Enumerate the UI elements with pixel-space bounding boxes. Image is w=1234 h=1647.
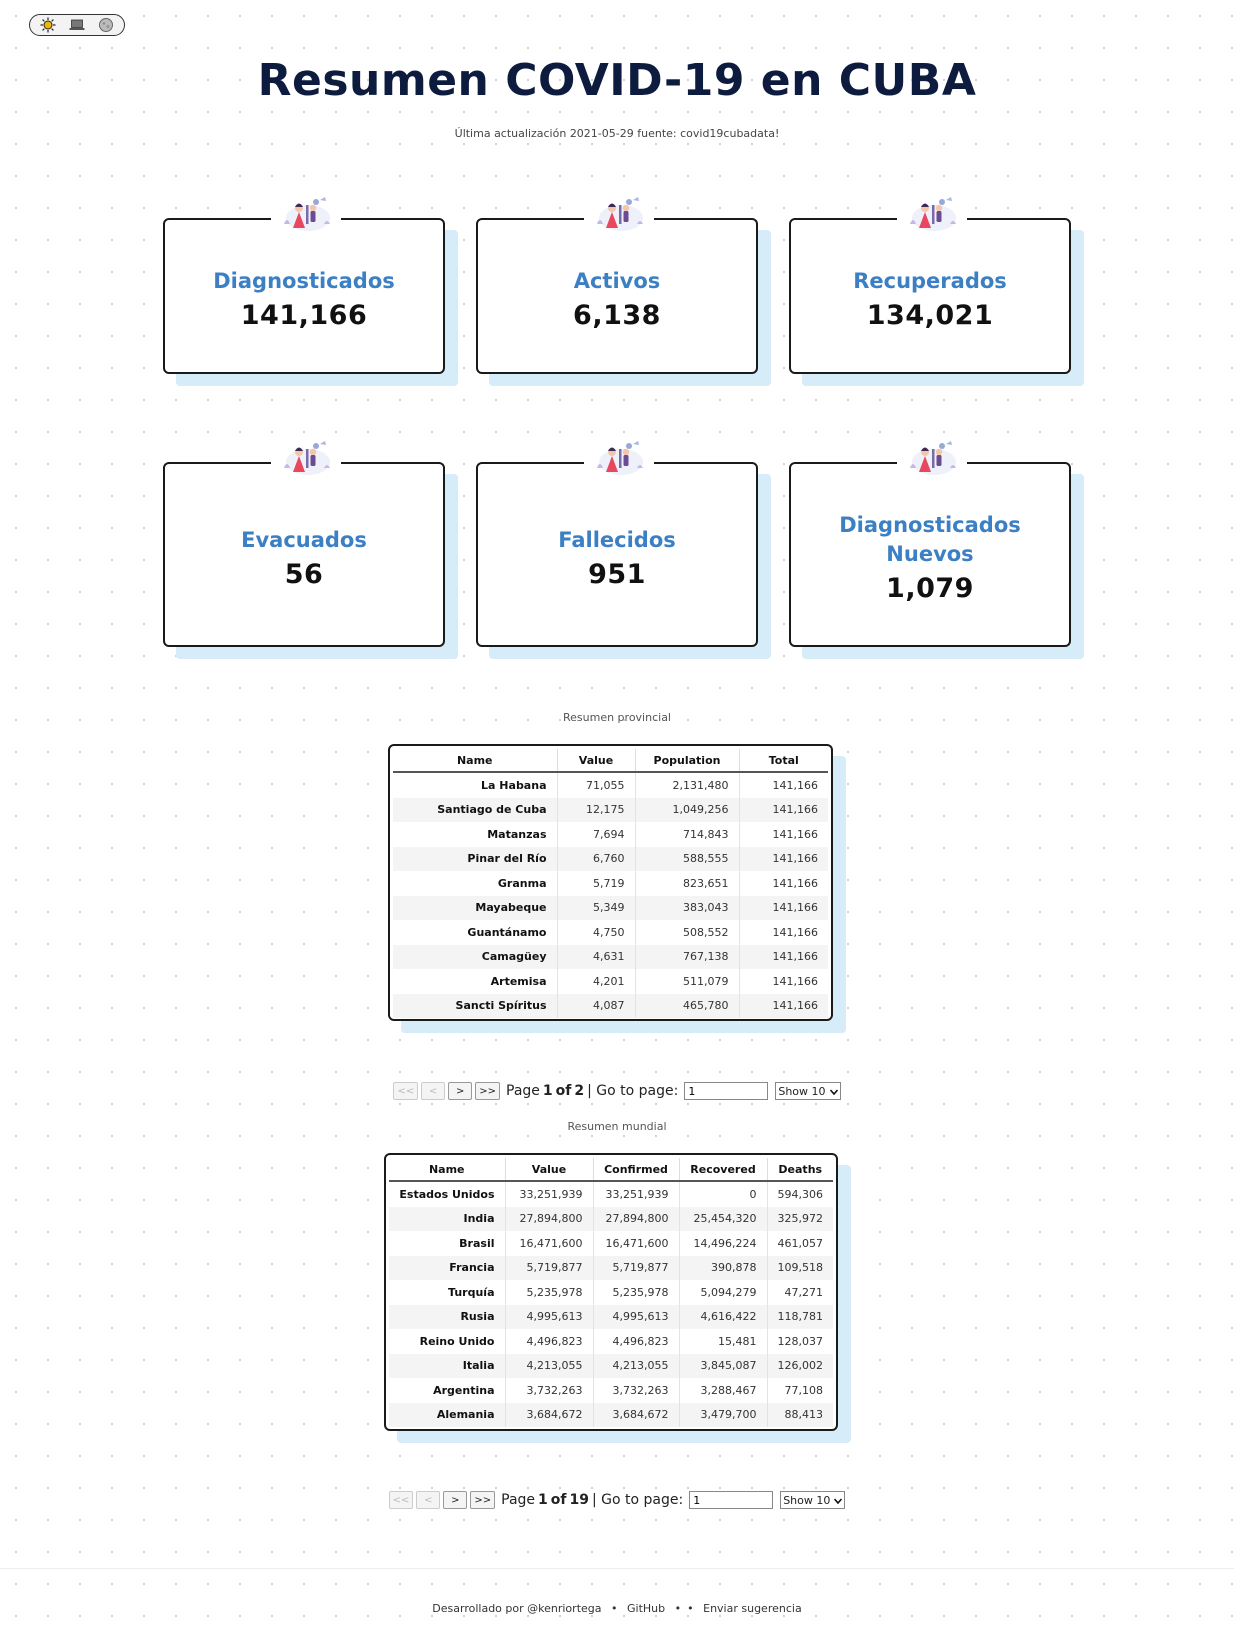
footer-divider <box>0 1568 1234 1569</box>
table-row <box>389 1256 833 1281</box>
table-row <box>389 1354 833 1379</box>
last-page-button[interactable]: >> <box>475 1082 500 1100</box>
table-cell: 141,166 <box>739 847 828 872</box>
table-cell: 3,288,467 <box>679 1378 767 1403</box>
laptop-icon[interactable] <box>68 16 86 34</box>
goto-page-input[interactable] <box>684 1082 768 1100</box>
table-cell: 465,780 <box>635 994 739 1019</box>
column-header[interactable]: Deaths <box>767 1158 833 1181</box>
moon-icon[interactable] <box>97 16 115 34</box>
column-header[interactable]: Value <box>505 1158 593 1181</box>
table-cell: 141,166 <box>739 945 828 970</box>
table-cell: 511,079 <box>635 969 739 994</box>
table-cell: 4,496,823 <box>505 1329 593 1354</box>
table-cell: 141,166 <box>772 876 818 890</box>
table-cell: 508,552 <box>635 920 739 945</box>
card-label: Recuperados <box>853 269 1007 293</box>
first-page-button[interactable]: << <box>389 1491 414 1509</box>
last-page-button[interactable]: >> <box>470 1491 495 1509</box>
column-header[interactable]: Recovered <box>679 1158 767 1181</box>
goto-label: | Go to page: <box>591 1492 684 1508</box>
card-value: 141,166 <box>240 300 368 331</box>
table-cell: 27,894,800 <box>505 1207 593 1232</box>
table-cell: 141,166 <box>772 925 818 939</box>
table-cell: 141,166 <box>739 896 828 921</box>
separator: • <box>674 1602 682 1615</box>
row-name-cell: Estados Unidos <box>389 1181 505 1207</box>
table-cell: 3,845,087 <box>679 1354 767 1379</box>
table-cell: 4,616,422 <box>679 1305 767 1330</box>
table-cell: 588,555 <box>635 847 739 872</box>
footer <box>0 1602 1234 1615</box>
table-row <box>389 1378 833 1403</box>
row-name-cell: Argentina <box>389 1378 505 1403</box>
separator: • <box>687 1602 694 1615</box>
table-cell: 4,213,055 <box>505 1354 593 1379</box>
page-size-select[interactable] <box>780 1491 845 1509</box>
table-cell: 4,201 <box>557 969 635 994</box>
table-cell: 594,306 <box>777 1187 823 1201</box>
prev-page-button[interactable]: < <box>416 1491 440 1509</box>
row-name-cell: Italia <box>389 1354 505 1379</box>
page-label: Page <box>501 1492 536 1508</box>
row-name-cell: Artemisa <box>393 969 557 994</box>
world-pager <box>0 1491 1234 1509</box>
of-label: of <box>555 1083 572 1099</box>
table-cell: 767,138 <box>635 945 739 970</box>
row-name-cell: Matanzas <box>393 822 557 847</box>
table-cell: 118,781 <box>767 1305 833 1330</box>
next-page-button[interactable]: > <box>448 1082 472 1100</box>
provincial-pager <box>0 1082 1234 1100</box>
table-cell: 4,995,613 <box>593 1305 679 1330</box>
column-header[interactable]: Population <box>635 749 739 772</box>
prev-page-button[interactable]: < <box>421 1082 445 1100</box>
table-row <box>389 1181 833 1207</box>
table-cell: 109,518 <box>767 1256 833 1281</box>
doctor-illustration <box>271 436 341 480</box>
table-cell: 141,166 <box>772 974 818 988</box>
table-cell: 4,750 <box>557 920 635 945</box>
table-cell: 128,037 <box>777 1334 823 1348</box>
table-cell: 6,760 <box>557 847 635 872</box>
column-header[interactable]: Name <box>389 1158 505 1181</box>
row-name-cell: Santiago de Cuba <box>393 798 557 823</box>
table-cell: 77,108 <box>784 1383 823 1397</box>
table-cell: 12,175 <box>557 798 635 823</box>
table-cell: 14,496,224 <box>679 1231 767 1256</box>
row-name-cell: Alemania <box>389 1403 505 1428</box>
table-cell: 0 <box>679 1181 767 1207</box>
row-name-cell: Mayabeque <box>393 896 557 921</box>
table-cell: 325,972 <box>767 1207 833 1232</box>
table-cell: 141,166 <box>739 798 828 823</box>
table-cell: 5,719 <box>557 871 635 896</box>
world-caption: Resumen mundial <box>567 1120 667 1133</box>
table-cell: 16,471,600 <box>505 1231 593 1256</box>
table-cell: 5,235,978 <box>593 1280 679 1305</box>
page-label: Page <box>506 1083 540 1099</box>
table-row <box>389 1329 833 1354</box>
row-name-cell: India <box>389 1207 505 1232</box>
provincial-header-row <box>393 749 828 772</box>
table-cell: 27,894,800 <box>593 1207 679 1232</box>
table-cell: 15,481 <box>679 1329 767 1354</box>
table-row <box>393 969 828 994</box>
suggestion-link[interactable]: Enviar sugerencia <box>703 1602 802 1615</box>
developer-link[interactable]: Desarrollado por @kenriortega <box>432 1602 602 1615</box>
first-page-button[interactable]: << <box>393 1082 418 1100</box>
table-cell: 3,479,700 <box>679 1403 767 1428</box>
table-row <box>393 772 828 798</box>
table-cell: 5,719,877 <box>505 1256 593 1281</box>
table-cell: 4,995,613 <box>505 1305 593 1330</box>
table-cell: 88,413 <box>767 1403 833 1428</box>
table-cell: 5,349 <box>557 896 635 921</box>
table-cell: 3,732,263 <box>505 1378 593 1403</box>
table-cell: 1,049,256 <box>635 798 739 823</box>
table-cell: 7,694 <box>557 822 635 847</box>
card-value: 134,021 <box>866 300 994 331</box>
doctor-illustration <box>271 192 341 236</box>
table-row <box>393 896 828 921</box>
card-label: Fallecidos <box>558 527 676 552</box>
page-size-select[interactable] <box>775 1082 840 1100</box>
table-cell: 714,843 <box>635 822 739 847</box>
row-name-cell: Rusia <box>389 1305 505 1330</box>
row-name-cell: La Habana <box>393 772 557 798</box>
next-page-button[interactable]: > <box>443 1491 467 1509</box>
table-cell: 5,094,279 <box>679 1280 767 1305</box>
table-cell: 141,166 <box>772 778 818 792</box>
world-header-row <box>389 1158 833 1181</box>
table-cell: 4,087 <box>557 994 635 1019</box>
doctor-illustration <box>584 436 654 480</box>
card-value: 56 <box>284 558 324 590</box>
provincial-caption: Resumen provincial <box>562 711 671 724</box>
table-row <box>393 847 828 872</box>
table-cell: 4,213,055 <box>593 1354 679 1379</box>
table-row <box>393 920 828 945</box>
row-name-cell: Granma <box>393 871 557 896</box>
table-row <box>393 822 828 847</box>
table-cell: 141,166 <box>739 994 828 1019</box>
doctor-illustration <box>584 192 654 236</box>
row-name-cell: Francia <box>389 1256 505 1281</box>
world-table <box>389 1158 833 1427</box>
row-name-cell: Sancti Spíritus <box>393 994 557 1019</box>
table-row <box>393 945 828 970</box>
table-cell: 2,131,480 <box>635 772 739 798</box>
table-cell: 3,684,672 <box>593 1403 679 1428</box>
table-cell: 16,471,600 <box>593 1231 679 1256</box>
table-row <box>393 994 828 1019</box>
github-link[interactable]: GitHub <box>627 1602 666 1615</box>
column-header[interactable]: Value <box>557 749 635 772</box>
table-cell: 126,002 <box>767 1354 833 1379</box>
table-cell: 25,454,320 <box>679 1207 767 1232</box>
table-cell: 5,719,877 <box>593 1256 679 1281</box>
card-value: 1,079 <box>886 573 974 604</box>
table-row <box>389 1403 833 1428</box>
table-cell: 3,684,672 <box>505 1403 593 1428</box>
table-row <box>389 1280 833 1305</box>
row-name-cell: Camagüey <box>393 945 557 970</box>
card-label: Diagnosticados <box>213 269 395 293</box>
chevron-down-icon <box>834 1494 842 1507</box>
page-size-value: Show 10 <box>778 1084 826 1098</box>
last-update-subtitle: Última actualización 2021-05-29 fuente: covid19cubadata! <box>454 127 780 140</box>
table-cell: 71,055 <box>557 772 635 798</box>
column-header[interactable]: Name <box>393 749 557 772</box>
table-cell: 383,043 <box>635 896 739 921</box>
chevron-down-icon <box>830 1085 838 1098</box>
table-row <box>393 871 828 896</box>
row-name-cell: Pinar del Río <box>393 847 557 872</box>
table-cell: 141,166 <box>772 827 818 841</box>
table-cell: 3,732,263 <box>593 1378 679 1403</box>
theme-toggle[interactable] <box>29 14 125 36</box>
table-cell: 5,235,978 <box>505 1280 593 1305</box>
row-name-cell: Reino Unido <box>389 1329 505 1354</box>
doctor-illustration <box>897 436 967 480</box>
table-row <box>393 798 828 823</box>
table-cell: 390,878 <box>679 1256 767 1281</box>
of-label: of <box>550 1492 567 1508</box>
provincial-table <box>393 749 828 1018</box>
page-size-value: Show 10 <box>783 1493 831 1507</box>
row-name-cell: Guantánamo <box>393 920 557 945</box>
current-page: 1 <box>542 1083 553 1099</box>
page-title: Resumen COVID-19 en CUBA <box>257 55 977 106</box>
total-pages: 19 <box>569 1492 589 1508</box>
table-cell: 4,631 <box>557 945 635 970</box>
separator: • <box>611 1602 618 1615</box>
card-label: Diagnosticados Nuevos <box>839 513 1021 566</box>
table-cell: 33,251,939 <box>593 1181 679 1207</box>
column-header[interactable]: Total <box>739 749 828 772</box>
total-pages: 2 <box>574 1083 585 1099</box>
card-label: Evacuados <box>241 527 367 552</box>
table-row <box>389 1207 833 1232</box>
current-page: 1 <box>538 1492 548 1508</box>
table-row <box>389 1305 833 1330</box>
table-cell: 4,496,823 <box>593 1329 679 1354</box>
sun-icon[interactable] <box>39 16 57 34</box>
card-value: 6,138 <box>573 300 661 331</box>
table-cell: 823,651 <box>635 871 739 896</box>
card-value: 951 <box>588 558 646 590</box>
card-label: Activos <box>573 269 661 293</box>
table-row <box>389 1231 833 1256</box>
row-name-cell: Brasil <box>389 1231 505 1256</box>
row-name-cell: Turquía <box>389 1280 505 1305</box>
table-cell: 33,251,939 <box>505 1181 593 1207</box>
column-header[interactable]: Confirmed <box>593 1158 679 1181</box>
goto-label: | Go to page: <box>587 1083 679 1099</box>
table-cell: 461,057 <box>777 1236 823 1250</box>
doctor-illustration <box>897 192 967 236</box>
goto-page-input[interactable] <box>689 1491 773 1509</box>
table-cell: 47,271 <box>784 1285 823 1299</box>
